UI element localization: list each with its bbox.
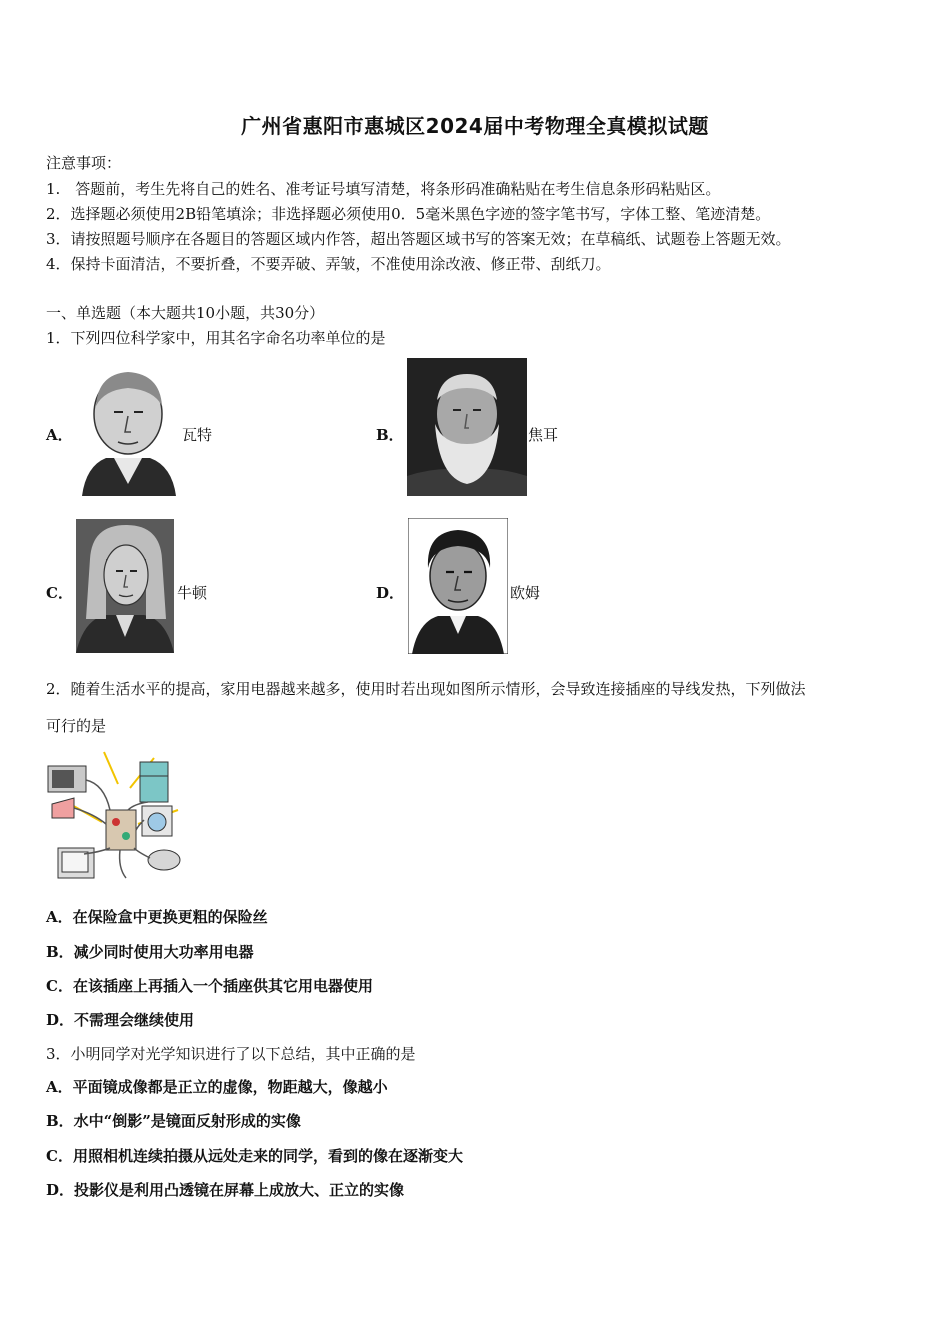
notice-item-4: 4．保持卡面清洁，不要折叠，不要弄破、弄皱，不准使用涂改液、修正带、刮纸刀。 bbox=[46, 255, 611, 273]
notice-item-1: 1. 答题前，考生先将自己的姓名、准考证号填写清楚，将条形码准确粘贴在考生信息条形码粘贴区。 bbox=[46, 180, 721, 198]
q1-option-b-name: 焦耳 bbox=[528, 426, 559, 444]
q2-option-b: B．减少同时使用大功率用电器 bbox=[46, 943, 254, 961]
overloaded-socket-illustration bbox=[44, 744, 192, 882]
q1-option-b-letter: B． bbox=[376, 426, 404, 444]
q1-option-a-letter: A． bbox=[46, 426, 73, 444]
section-heading: 一、单选题（本大题共10小题，共30分） bbox=[46, 304, 325, 322]
notice-item-2: 2．选择题必须使用2B铅笔填涂；非选择题必须使用0．5毫米黑色字迹的签字笔书写，字体工整、笔迹清楚。 bbox=[46, 205, 771, 223]
q1-option-a-name: 瓦特 bbox=[182, 426, 213, 444]
q3-option-c: C．用照相机连续拍摄从远处走来的同学，看到的像在逐渐变大 bbox=[46, 1147, 463, 1165]
portrait-watt bbox=[76, 362, 180, 496]
q2-option-d: D．不需理会继续使用 bbox=[46, 1011, 195, 1029]
page-title: 广州省惠阳市惠城区2024届中考物理全真模拟试题 bbox=[241, 114, 709, 138]
q1-stem: 1．下列四位科学家中，用其名字命名功率单位的是 bbox=[46, 329, 386, 347]
q3-stem: 3．小明同学对光学知识进行了以下总结，其中正确的是 bbox=[46, 1045, 416, 1063]
portrait-joule bbox=[407, 358, 527, 496]
notice-item-3: 3．请按照题号顺序在各题目的答题区域内作答，超出答题区域书写的答案无效；在草稿纸、试题卷上答题无效。 bbox=[46, 230, 791, 248]
q3-option-a: A．平面镜成像都是正立的虚像，物距越大，像越小 bbox=[46, 1078, 388, 1096]
q2-stem-line2: 可行的是 bbox=[46, 717, 107, 735]
q1-option-c-letter: C． bbox=[46, 584, 73, 602]
notice-heading: 注意事项： bbox=[46, 154, 122, 172]
portrait-ohm bbox=[408, 518, 508, 654]
q1-option-d-letter: D． bbox=[376, 584, 405, 602]
portrait-newton bbox=[76, 519, 174, 653]
q3-option-d: D．投影仪是利用凸透镜在屏幕上成放大、正立的实像 bbox=[46, 1181, 405, 1199]
q2-stem-line1: 2．随着生活水平的提高，家用电器越来越多，使用时若出现如图所示情形，会导致连接插座的导线发热，下列做法 bbox=[46, 680, 806, 698]
q1-option-d-name: 欧姆 bbox=[510, 584, 541, 602]
q2-option-c: C．在该插座上再插入一个插座供其它用电器使用 bbox=[46, 977, 373, 995]
q2-option-a: A．在保险盒中更换更粗的保险丝 bbox=[46, 908, 268, 926]
q1-option-c-name: 牛顿 bbox=[177, 584, 208, 602]
q3-option-b: B．水中“倒影”是镜面反射形成的实像 bbox=[46, 1112, 301, 1130]
